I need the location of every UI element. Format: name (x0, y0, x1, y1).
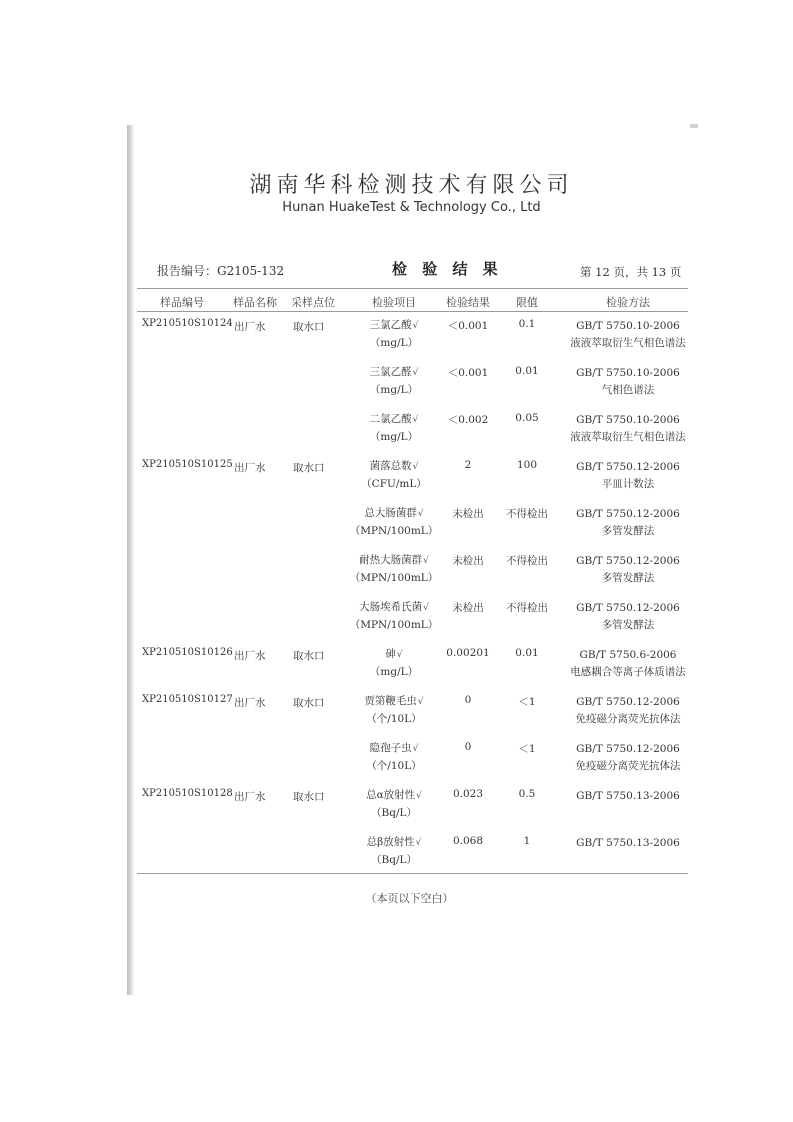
page-info: 第 12 页，共 13 页 (580, 265, 682, 279)
test-item-name: 贾第鞭毛虫 (364, 695, 417, 707)
test-item-name: 砷 (385, 648, 396, 660)
check-mark-icon: √ (412, 744, 419, 754)
method-standard: GB/T 5750.12-2006 (576, 508, 680, 520)
row-method (548, 741, 708, 775)
scan-edge-inner (132, 125, 134, 995)
method-standard: GB/T 5750.13-2006 (576, 790, 680, 802)
row-limit: 0.01 (515, 365, 539, 377)
row-method (548, 694, 708, 728)
test-item-name: 大肠埃希氏菌 (359, 601, 423, 613)
row-sample-name: 出厂水 (234, 462, 266, 474)
header-method: 检验方法 (606, 296, 650, 309)
test-item-unit: （Bq/L） (371, 807, 417, 819)
test-item-name: 三氯乙醛 (369, 366, 412, 378)
test-item-unit: （CFU/mL） (361, 478, 427, 490)
test-item-unit: （MPN/100mL） (349, 572, 439, 584)
row-limit: 0.05 (515, 412, 539, 424)
header-test-item: 检验项目 (372, 296, 416, 309)
row-result: 0 (464, 694, 472, 706)
row-method (548, 553, 708, 587)
row-limit: 不得检出 (506, 555, 548, 567)
row-result: 0.068 (452, 835, 484, 847)
method-standard: GB/T 5750.13-2006 (576, 837, 680, 849)
method-standard: GB/T 5750.6-2006 (579, 649, 677, 661)
row-result: 未检出 (452, 508, 484, 520)
test-item-name: 二氯乙酸 (369, 413, 412, 425)
row-method (548, 835, 708, 852)
check-mark-icon: √ (396, 650, 403, 660)
method-standard: GB/T 5750.12-2006 (576, 696, 680, 708)
row-result: 0 (464, 741, 472, 753)
row-result: 2 (464, 459, 472, 471)
row-result: 0.00201 (446, 647, 490, 659)
method-name: 电感耦合等离子体质谱法 (570, 666, 686, 678)
test-item-unit: （MPN/100mL） (349, 619, 439, 631)
table-top-rule (137, 288, 688, 289)
row-method (548, 506, 708, 540)
row-limit: 100 (516, 459, 538, 471)
method-standard: GB/T 5750.10-2006 (576, 414, 680, 426)
page-title: 检 验 结 果 (392, 260, 503, 278)
row-method (548, 318, 708, 352)
test-item-name: 耐热大肠菌群 (359, 554, 423, 566)
method-name: 气相色谱法 (601, 384, 655, 396)
row-method (548, 459, 708, 493)
method-name: 多管发酵法 (601, 572, 655, 584)
row-result: ＜0.002 (447, 414, 489, 426)
row-sampling-site: 取水口 (293, 791, 325, 803)
row-sample-name: 出厂水 (234, 697, 266, 709)
method-standard: GB/T 5750.12-2006 (576, 555, 680, 567)
check-mark-icon: √ (412, 368, 419, 378)
test-item-unit: （个/10L） (366, 713, 422, 725)
test-item-unit: （mg/L） (369, 666, 419, 678)
company-name-cn: 湖南华科检测技术有限公司 (249, 173, 574, 198)
check-mark-icon: √ (416, 791, 422, 801)
method-standard: GB/T 5750.10-2006 (576, 320, 680, 332)
row-sample-id: XP210510S10127 (142, 694, 233, 705)
company-name-en: Hunan HuakeTest & Technology Co., Ltd (282, 200, 541, 215)
header-limit: 限值 (516, 296, 538, 309)
method-standard: GB/T 5750.12-2006 (576, 461, 680, 473)
report-number: 报告编号：G2105-132 (157, 264, 285, 278)
header-sample-name: 样品名称 (233, 296, 277, 309)
row-limit: 0.1 (518, 318, 536, 330)
row-result: ＜0.001 (447, 320, 489, 332)
row-method (548, 788, 708, 805)
row-limit: 0.01 (515, 647, 539, 659)
row-method (548, 412, 708, 446)
table-header-rule (137, 311, 688, 312)
row-method (548, 600, 708, 634)
scan-mark (690, 124, 698, 128)
table-bottom-rule (137, 873, 688, 874)
row-sampling-site: 取水口 (293, 650, 325, 662)
method-standard: GB/T 5750.10-2006 (576, 367, 680, 379)
method-standard: GB/T 5750.12-2006 (576, 602, 680, 614)
header-result: 检验结果 (446, 296, 490, 309)
row-result: ＜0.001 (447, 367, 489, 379)
row-limit: ＜1 (518, 743, 536, 755)
row-sample-id: XP210510S10124 (142, 318, 233, 329)
row-sampling-site: 取水口 (293, 697, 325, 709)
check-mark-icon: √ (415, 838, 422, 848)
test-item-name: 总α放射性 (366, 789, 416, 801)
row-sample-name: 出厂水 (234, 321, 266, 333)
check-mark-icon: √ (423, 556, 429, 566)
test-item-unit: （Bq/L） (371, 854, 417, 866)
test-item-name: 三氯乙酸 (369, 319, 412, 331)
check-mark-icon: √ (423, 603, 429, 613)
method-name: 多管发酵法 (601, 619, 655, 631)
check-mark-icon: √ (412, 462, 419, 472)
check-mark-icon: √ (412, 321, 419, 331)
test-item-name: 总大肠菌群 (364, 507, 417, 519)
row-sample-id: XP210510S10125 (142, 459, 233, 470)
row-sample-id: XP210510S10128 (142, 788, 233, 799)
method-name: 液液萃取衍生气相色谱法 (570, 431, 686, 443)
row-method (548, 647, 708, 681)
method-name: 免疫磁分离荧光抗体法 (575, 760, 681, 772)
row-limit: 不得检出 (506, 508, 548, 520)
row-result: 未检出 (452, 555, 484, 567)
row-sample-name: 出厂水 (234, 650, 266, 662)
check-mark-icon: √ (417, 697, 424, 707)
row-sample-name: 出厂水 (234, 791, 266, 803)
row-result: 未检出 (452, 602, 484, 614)
test-item-name: 菌落总数 (369, 460, 412, 472)
test-item-unit: （MPN/100mL） (349, 525, 439, 537)
check-mark-icon: √ (412, 415, 419, 425)
footer-note: （本页以下空白） (365, 892, 454, 905)
row-method (548, 365, 708, 399)
header-sample-id: 样品编号 (160, 296, 204, 309)
header-sampling-site: 采样点位 (291, 296, 335, 309)
row-result: 0.023 (452, 788, 484, 800)
method-name: 平皿计数法 (601, 478, 655, 490)
row-limit: ＜1 (518, 696, 536, 708)
check-mark-icon: √ (417, 509, 424, 519)
test-item-unit: （mg/L） (369, 337, 419, 349)
method-name: 免疫磁分离荧光抗体法 (575, 713, 681, 725)
method-name: 液液萃取衍生气相色谱法 (570, 337, 686, 349)
method-name: 多管发酵法 (601, 525, 655, 537)
test-item-unit: （mg/L） (369, 384, 419, 396)
test-item-name: 总β放射性 (366, 836, 415, 848)
test-item-unit: （个/10L） (366, 760, 422, 772)
row-limit: 不得检出 (506, 602, 548, 614)
test-item-name: 隐孢子虫 (369, 742, 412, 754)
row-sampling-site: 取水口 (293, 321, 325, 333)
row-limit: 0.5 (518, 788, 536, 800)
row-sampling-site: 取水口 (293, 462, 325, 474)
method-standard: GB/T 5750.12-2006 (576, 743, 680, 755)
test-item-unit: （mg/L） (369, 431, 419, 443)
row-limit: 1 (523, 835, 531, 847)
row-sample-id: XP210510S10126 (142, 647, 233, 658)
